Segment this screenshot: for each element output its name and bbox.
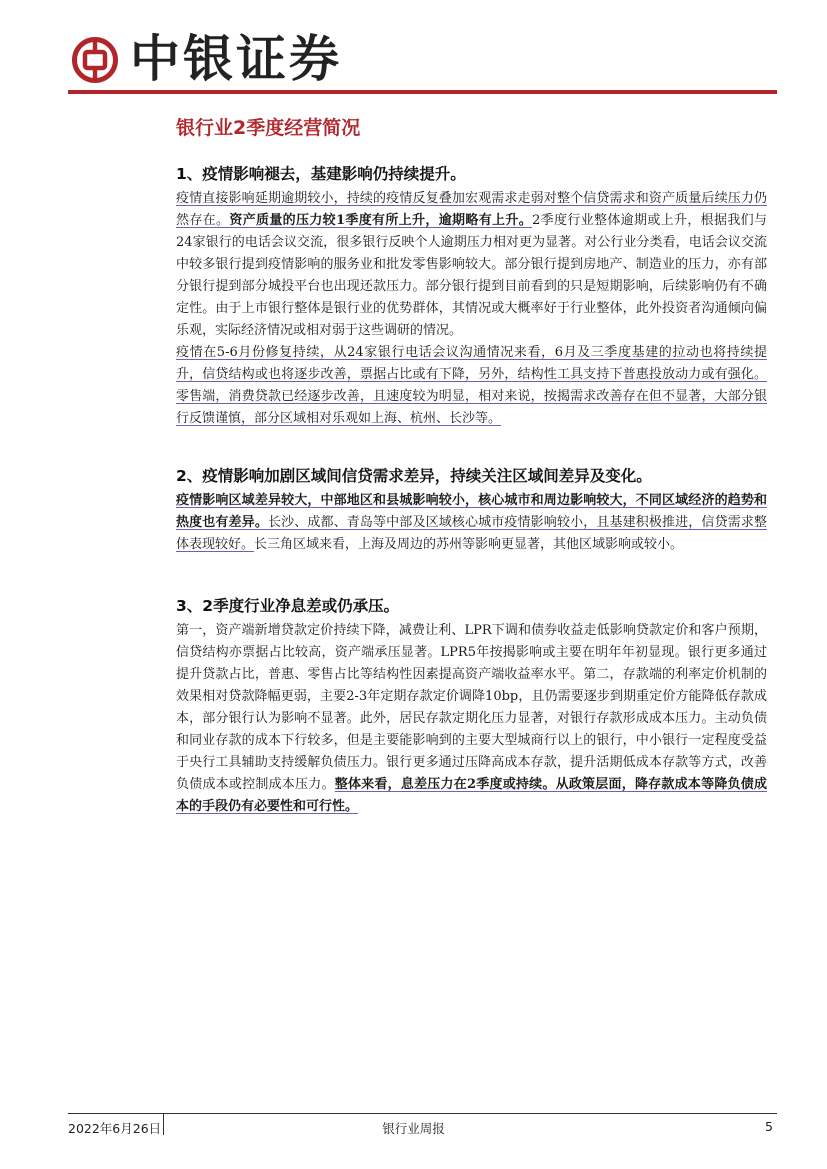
para-span-bold: 资产质量的压力较1季度有所上升，逾期略有上升。 [229,213,533,228]
footer-divider [68,1113,777,1114]
section-1-paragraph-2 [176,342,767,430]
footer-report-name: 银行业周报 [382,1121,445,1136]
para-span-bold: 整体来看，息差压力在2季度或持续。从政策层面，降存款成本等降负债成本的手段仍有必要性和可行性。 [176,777,767,814]
para-span: 疫情直接影响延期逾期较小，持续的疫情反复叠加宏观需求走弱对整个信贷需求和资产质量后续压力仍然存在。 [176,191,767,228]
company-name: 中银证券 [130,30,342,88]
footer-date: 2022年6月26日 [68,1121,162,1136]
page-title: 银行业2季度经营简况 [176,117,361,139]
section-2-paragraph-1 [176,490,767,556]
para-span: 第一，资产端新增贷款定价持续下降，减费让利、LPR下调和债券收益走低影响贷款定价和客户预期，信贷结构亦票据占比较高，资产端承压显著。LPR5年按揭影响或主要在明年年初显现。银行更多通过提升贷款占比，普惠、零售占比等结构性因素提高资产端收益率水平。第二，存款端的利率定价机制的效果相对贷款降幅更弱，主要2-3年定期存款定价调降10bp，且仍需要逐步到期重定价方能降低存款成本，部分银行认为影响不显著。此外，居民存款定期化压力显著，对银行存款形成成本压力。主动负债和同业存款的成本下行较多，但是主要能影响到的主要大型城商行以上的银行，中小银行一定程度受益于央行工具辅助支持缓解负债压力。银行更多通过压降高成本存款，提升活期低成本存款等方式，改善负债成本或控制成本压力。 [176,623,767,792]
para-span-bold: 疫情影响区域差异较大，中部地区和县城影响较小，核心城市和周边影响较大，不同区域经济的趋势和热度也有差异。 [176,493,767,530]
para-span: 疫情在5-6月份修复持续，从24家银行电话会议沟通情况来看，6月及三季度基建的拉动也将持续提升，信贷结构或也将逐步改善，票据占比或有下降，另外，结构性工具支持下普惠投放动力或有强化。零售端，消费贷款已经逐步改善，且速度较为明显，相对来说，按揭需求改善存在但不显著，大部分银行反馈谨慎，部分区域相对乐观如上海、杭州、长沙等。 [176,345,767,426]
page-number: 5 [765,1119,773,1134]
page-header [0,0,827,100]
header-divider [68,90,777,94]
section-heading-2: 2、疫情影响加剧区域间信贷需求差异，持续关注区域间差异及变化。 [176,467,652,485]
para-span: 2季度行业整体逾期或上升，根据我们与24家银行的电话会议交流，很多银行反映个人逾期压力相对更为显著。对公行业分类看，电话会议交流中较多银行提到疫情影响的服务业和批发零售影响较大。部分银行提到房地产、制造业的压力，亦有部分银行提到部分城投平台也出现还款压力。部分银行提到目前看到的只是短期影响，后续影响仍有不确定性。由于上市银行整体是银行业的优势群体，其情况或大概率好于行业整体，此外投资者沟通倾向偏乐观，实际经济情况或相对弱于这些调研的情况。 [176,213,767,338]
section-3-paragraph-1 [176,620,767,818]
para-span: 长沙、成都、青岛等中部及区域核心城市疫情影响较小，且基建积极推进，信贷需求整体表现较好。 [176,515,767,552]
bank-of-china-logo-icon [72,37,118,83]
section-1-paragraph-1 [176,188,767,342]
section-heading-1: 1、疫情影响褪去，基建影响仍持续提升。 [176,165,466,183]
section-heading-3: 3、2季度行业净息差或仍承压。 [176,597,400,615]
para-span: 长三角区域来看，上海及周边的苏州等影响更显著，其他区域影响或较小。 [254,537,684,552]
